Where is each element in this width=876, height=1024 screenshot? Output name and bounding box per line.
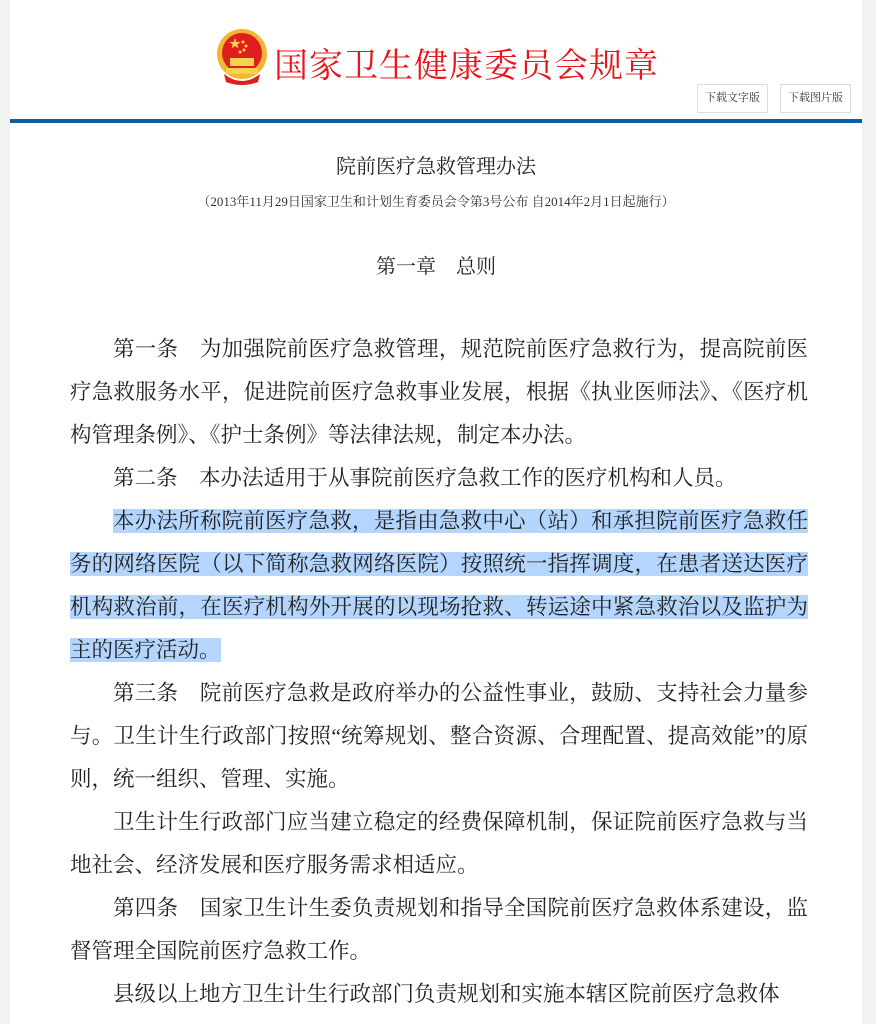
paragraph: 第一条 为加强院前医疗急救管理，规范院前医疗急救行为，提高院前医疗急救服务水平，促进院前医疗急救事业发展，根据《执业医师法》、《医疗机构管理条例》、《护士条例》等法律法规，制定本办法。 — [70, 337, 808, 447]
document-title: 院前医疗急救管理办法 — [336, 156, 536, 178]
site-brand-title: 国家卫生健康委员会规章 — [274, 47, 659, 85]
header-divider — [10, 119, 862, 123]
download-image-version-button[interactable]: 下载图片版 — [780, 84, 851, 113]
paragraph: 卫生计生行政部门应当建立稳定的经费保障机制，保证院前医疗急救与当地社会、经济发展和医疗服务需求相适应。 — [70, 810, 808, 877]
paragraph: 县级以上地方卫生计生行政部门负责规划和实施本辖区院前医疗急救体 — [113, 982, 780, 1006]
paragraph: 第二条 本办法适用于从事院前医疗急救工作的医疗机构和人员。 — [113, 466, 737, 490]
selected-text[interactable]: 本办法所称院前医疗急救，是指由急救中心（站）和承担院前医疗急救任务的网络医院（以下简称急救网络医院）按照统一指挥调度，在患者送达医疗机构救治前，在医疗机构外开展的以现场抢救、转运途中紧急救治以及监护为主的医疗活动。 — [70, 509, 808, 662]
document-body — [70, 328, 808, 1016]
paragraph: 第三条 院前医疗急救是政府举办的公益性事业，鼓励、支持社会力量参与。卫生计生行政部门按照“统筹规划、整合资源、合理配置、提高效能”的原则，统一组织、管理、实施。 — [70, 681, 808, 791]
paragraph: 第四条 国家卫生计生委负责规划和指导全国院前医疗急救体系建设，监督管理全国院前医疗急救工作。 — [70, 896, 808, 963]
national-emblem-icon — [214, 28, 270, 86]
document-subtitle: （2013年11月29日国家卫生和计划生育委员会令第3号公布 自2014年2月1日起施行） — [197, 194, 675, 209]
header — [10, 0, 862, 120]
paragraph-selected[interactable] — [70, 500, 808, 672]
page — [10, 0, 862, 1024]
chapter-heading: 第一章 总则 — [376, 256, 496, 278]
download-text-version-button[interactable]: 下载文字版 — [697, 84, 768, 113]
